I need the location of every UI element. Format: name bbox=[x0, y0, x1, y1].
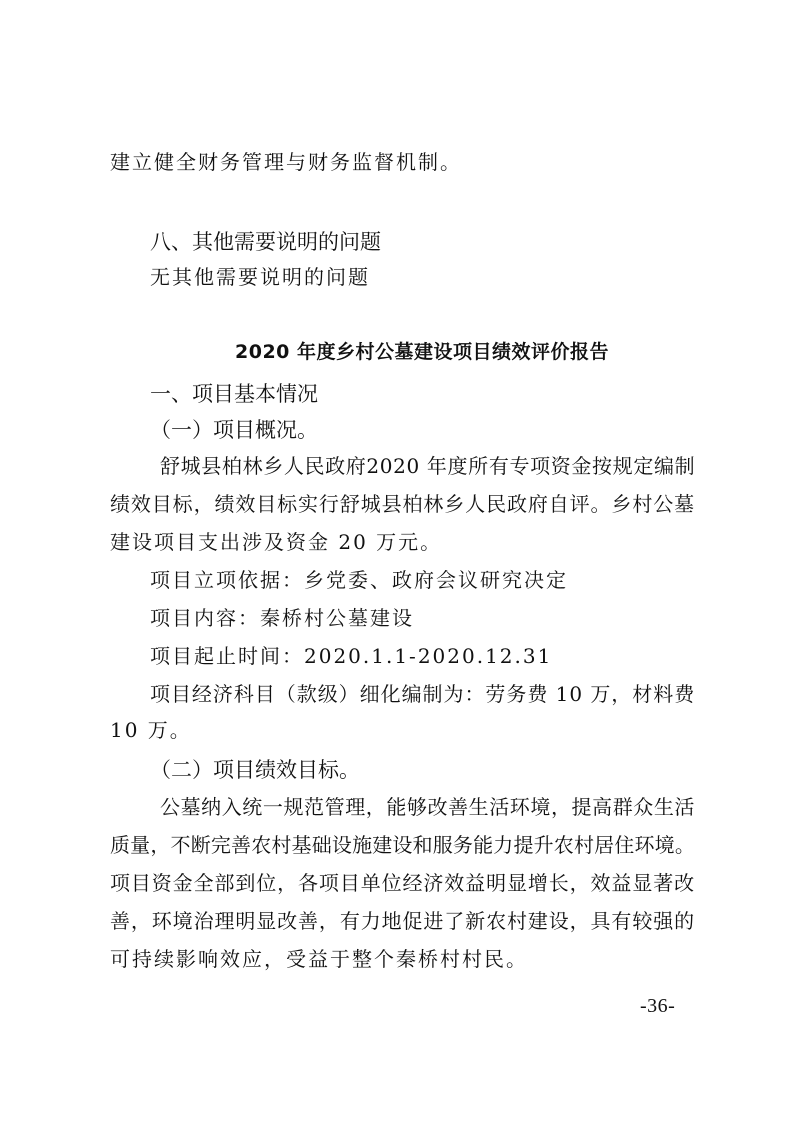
page-number: -36- bbox=[640, 995, 676, 1017]
subsection-heading-overview: （一）项目概况。 bbox=[150, 418, 318, 442]
body-text-line: 项目起止时间：2020.1.1-2020.12.31 bbox=[150, 644, 553, 668]
body-text-line: 项目资金全部到位，各项目单位经济效益明显增长，效益显著改 bbox=[110, 871, 695, 895]
body-text-line: 建立健全财务管理与财务监督机制。 bbox=[110, 150, 462, 174]
body-text-line: 质量，不断完善农村基础设施建设和服务能力提升农村居住环境。 bbox=[110, 833, 695, 857]
body-text-line: 舒城县柏林乡人民政府2020 年度所有专项资金按规定编制 bbox=[160, 454, 696, 478]
report-title: 2020 年度乡村公墓建设项目绩效评价报告 bbox=[235, 341, 609, 363]
subsection-heading-goals: （二）项目绩效目标。 bbox=[150, 758, 360, 782]
body-text-line: 10 万。 bbox=[110, 718, 192, 742]
section-heading-8: 八、其他需要说明的问题 bbox=[150, 230, 381, 254]
body-text-line: 项目内容：秦桥村公墓建设 bbox=[150, 606, 414, 630]
body-text-line: 项目经济科目（款级）细化编制为：劳务费 10 万，材料费 bbox=[150, 682, 696, 706]
body-text-line: 可持续影响效应，受益于整个秦桥村村民。 bbox=[110, 947, 528, 971]
body-text-line: 无其他需要说明的问题 bbox=[150, 265, 370, 289]
body-text-line: 建设项目支出涉及资金 20 万元。 bbox=[110, 530, 443, 554]
body-text-line: 项目立项依据：乡党委、政府会议研究决定 bbox=[150, 568, 568, 592]
body-text-line: 绩效目标，绩效目标实行舒城县柏林乡人民政府自评。乡村公墓 bbox=[110, 492, 695, 516]
body-text-line: 善，环境治理明显改善，有力地促进了新农村建设，具有较强的 bbox=[110, 909, 695, 933]
body-text-line: 公墓纳入统一规范管理，能够改善生活环境，提高群众生活 bbox=[160, 795, 695, 819]
section-heading-1: 一、项目基本情况 bbox=[150, 382, 318, 406]
